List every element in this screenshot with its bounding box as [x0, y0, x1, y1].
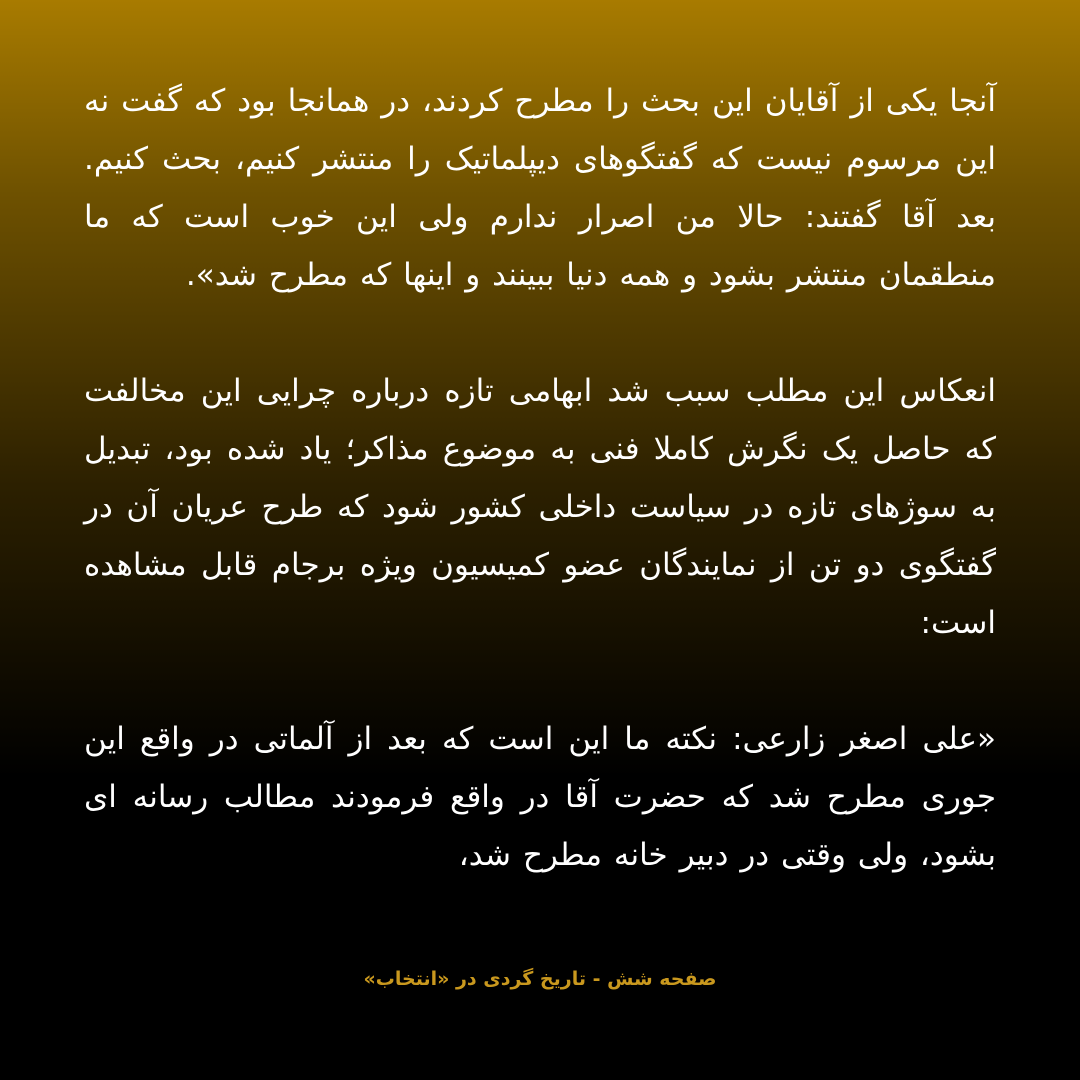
paragraph-1: آنجا یکی از آقایان این بحث را مطرح کردند، در همانجا بود که گفت نه این مرسوم نیست که گفتگوهای دیپلماتیک را منتشر کنیم، بحث کنیم. بعد آقا گفتند: حالا من اصرار ندارم ولی این خوب است که ما منطقمان منتشر بشود و همه دنیا ببینند و اینها که مطرح شد». [84, 83, 996, 293]
paragraph-3: «علی اصغر زارعی: نکته ما این است که بعد از آلماتی در واقع این جوری مطرح شد که حضرت آقا در واقع فرمودند مطالب رسانه ای بشود، ولی وقتی در دبیر خانه مطرح شد، [84, 721, 996, 873]
page-footer: صفحه شش - تاریخ گردی در «انتخاب» [363, 968, 717, 990]
article-body [84, 72, 996, 884]
paragraph-2: انعکاس این مطلب سبب شد ابهامی تازه درباره چرایی این مخالفت که حاصل یک نگرش کاملا فنی به موضوع مذاکر؛ یاد شده بود، تبدیل به سوژهای تازه در سیاست داخلی کشور شود که طرح عریان آن در گفتگوی دو تن از نمایندگان عضو کمیسیون ویژه برجام قابل مشاهده است: [84, 373, 996, 641]
